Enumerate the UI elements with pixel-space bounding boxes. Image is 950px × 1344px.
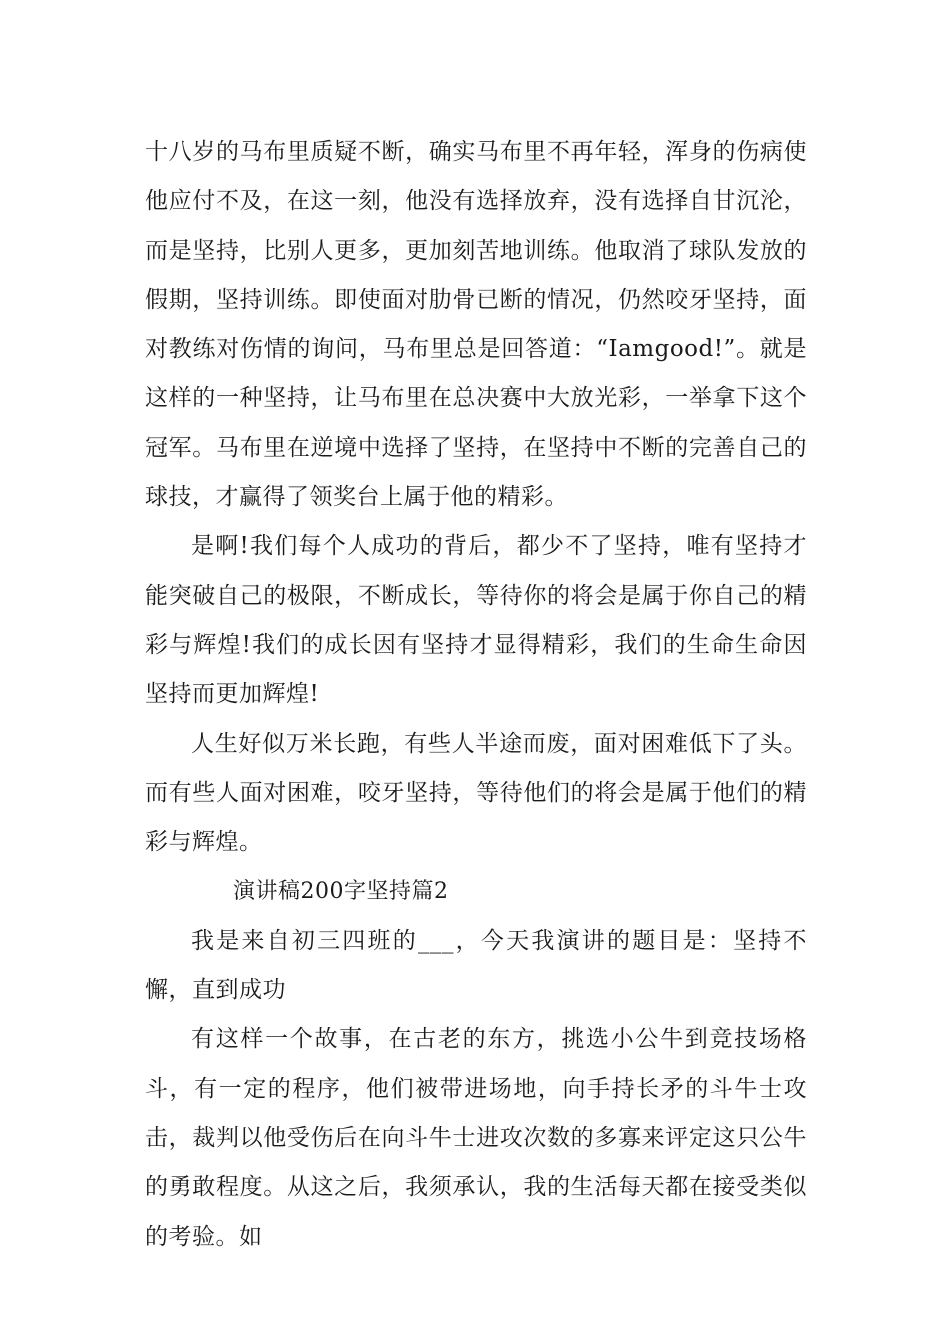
document-body	[145, 128, 807, 1262]
paragraph-persistence-success: 是啊!我们每个人成功的背后，都少不了坚持，唯有坚持才能突破自己的极限，不断成长，等待你的将会是属于你自己的精彩与辉煌!我们的成长因有坚持才显得精彩，我们的生命生命因坚持而更加辉煌!	[145, 533, 807, 708]
paragraph-intro: 我是来自初三四班的___，今天我演讲的题目是：坚持不懈，直到成功	[145, 927, 807, 1004]
section-heading: 演讲稿200字坚持篇2	[233, 879, 449, 905]
paragraph-mabury: 十八岁的马布里质疑不断，确实马布里不再年轻，浑身的伤病使他应付不及，在这一刻，他没有选择放弃，没有选择自甘沉沦，而是坚持，比别人更多，更加刻苦地训练。他取消了球队发放的假期，坚持训练。即使面对肋骨已断的情况，仍然咬牙坚持，面对教练对伤情的询问，马布里总是回答道：“Iamgood!”。就是这样的一种坚持，让马布里在总决赛中大放光彩，一举拿下这个冠军。马布里在逆境中选择了坚持，在坚持中不断的完善自己的球技，才赢得了领奖台上属于他的精彩。	[145, 139, 807, 511]
paragraph-marathon: 人生好似万米长跑，有些人半途而废，面对困难低下了头。而有些人面对困难，咬牙坚持，等待他们的将会是属于他们的精彩与辉煌。	[145, 730, 807, 856]
paragraph-bull-story: 有这样一个故事，在古老的东方，挑选小公牛到竞技场格斗，有一定的程序，他们被带进场地，向手持长矛的斗牛士攻击，裁判以他受伤后在向斗牛士进攻次数的多寡来评定这只公牛的勇敢程度。从这之后，我须承认，我的生活每天都在接受类似的考验。如	[145, 1026, 807, 1250]
